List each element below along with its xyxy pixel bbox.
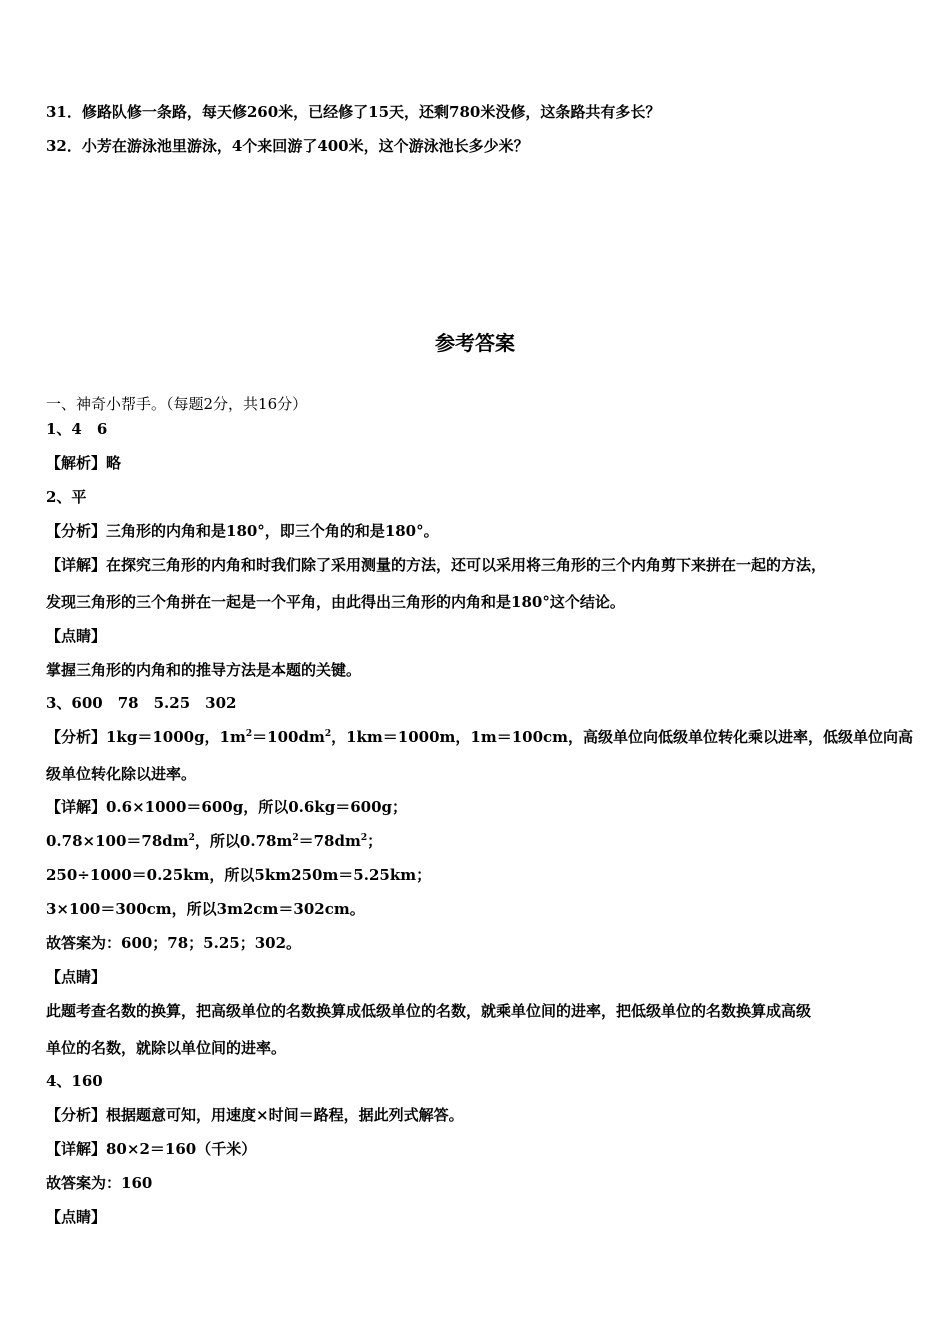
answer-2-point-label: 【点睛】 <box>46 627 107 645</box>
answer-2-detail-line-1: 【详解】在探究三角形的内角和时我们除了采用测量的方法，还可以采用将三角形的三个内角剪下来拼在一起的方法， <box>46 556 827 574</box>
answer-2: 2、平 <box>46 488 87 506</box>
answer-2-detail-line-2: 发现三角形的三个角拼在一起是一个平角，由此得出三角形的内角和是180°这个结论。 <box>46 593 625 611</box>
answer-title: 参考答案 <box>435 331 515 355</box>
answer-3-point-text-2: 单位的名数，就除以单位间的进率。 <box>46 1039 287 1057</box>
answer-3: 3、600 78 5.25 302 <box>46 694 237 712</box>
section-heading: 一、神奇小帮手。（每题2分，共16分） <box>46 395 308 413</box>
question-31: 31．修路队修一条路，每天修260米，已经修了15天，还剩780米没修，这条路共有多长？ <box>46 103 661 121</box>
answer-4: 4、160 <box>46 1072 103 1090</box>
answer-3-analysis-cont: 级单位转化除以进率。 <box>46 765 197 783</box>
answer-3-point-label: 【点睛】 <box>46 968 107 986</box>
answer-1: 1、4 6 <box>46 420 108 438</box>
answer-1-analysis: 【解析】略 <box>46 454 122 472</box>
answer-4-conclusion: 故答案为：160 <box>46 1174 153 1192</box>
answer-4-detail: 【详解】80×2＝160（千米） <box>46 1140 257 1158</box>
answer-3-detail-4: 3×100＝300cm，所以3m2cm＝302cm。 <box>46 900 365 918</box>
answer-2-point-text: 掌握三角形的内角和的推导方法是本题的关键。 <box>46 661 362 679</box>
answer-3-analysis: 【分析】1kg＝1000g，$1m^2=100dm^2$，1km＝1000m，1m＝100cm，高级单位向低级单位转化乘以进率，低级单位向高 <box>46 728 914 746</box>
question-32: 32．小芳在游泳池里游泳，4个来回游了400米，这个游泳池长多少米？ <box>46 137 529 155</box>
answer-4-point-label: 【点睛】 <box>46 1208 107 1226</box>
answer-3-detail-3: 250÷1000＝0.25km，所以5km250m＝5.25km； <box>46 866 432 884</box>
answer-4-analysis: 【分析】根据题意可知，用速度×时间＝路程，据此列式解答。 <box>46 1106 464 1124</box>
answer-3-conclusion: 故答案为：600；78；5.25；302。 <box>46 934 302 952</box>
answer-2-analysis: 【分析】三角形的内角和是180°，即三个角的和是180°。 <box>46 522 439 540</box>
answer-3-detail-1: 【详解】0.6×1000＝600g，所以0.6kg＝600g； <box>46 798 407 816</box>
answer-3-point-text-1: 此题考查名数的换算，把高级单位的名数换算成低级单位的名数，就乘单位间的进率，把低级单位的名数换算成高级 <box>46 1002 812 1020</box>
answer-3-detail-2: $0.78\times 100=78dm^2$，所以$0.78m^2=78dm^2$； <box>46 832 383 850</box>
